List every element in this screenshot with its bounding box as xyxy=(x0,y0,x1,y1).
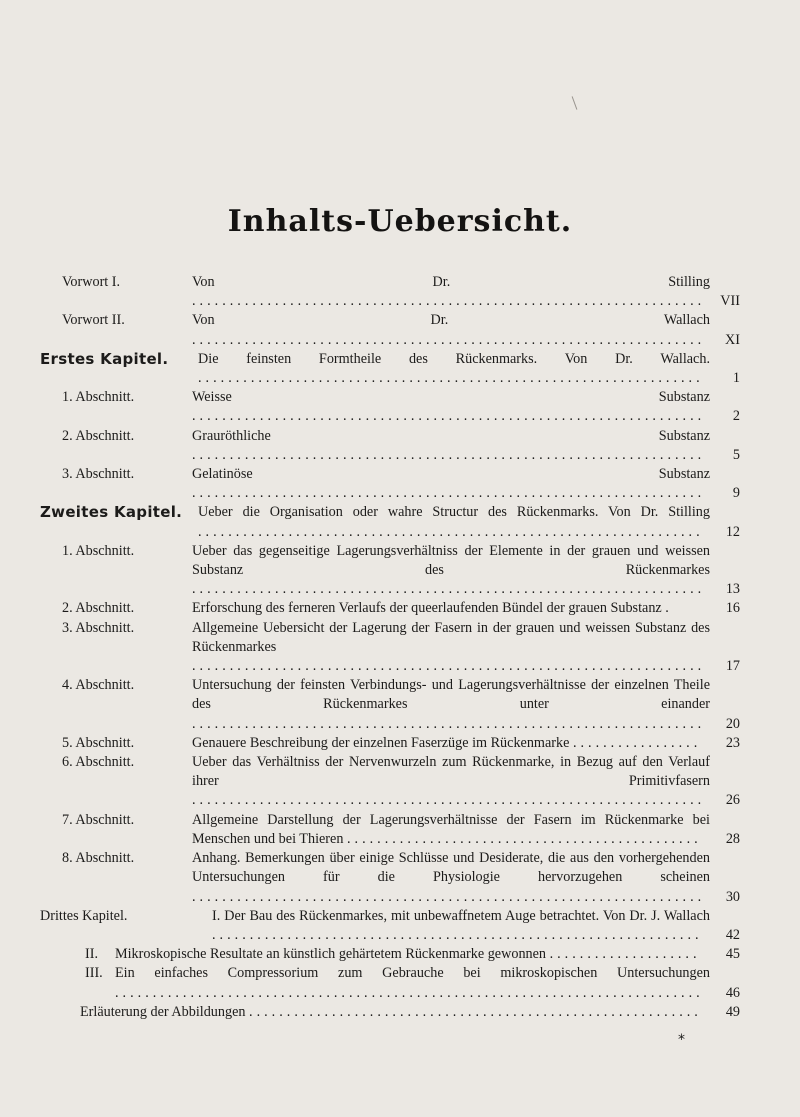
chapter-label: Drittes Kapitel. xyxy=(40,907,128,924)
leader-dots: .................................................................... xyxy=(192,293,706,310)
page-number: 42 xyxy=(725,926,740,943)
page-number: 12 xyxy=(725,523,740,540)
toc-entry xyxy=(40,273,740,311)
entry-title: Untersuchung der feinsten Verbindungs- und Lagerungsverhältnisse der einzelnen Theile des Rückenmarkes unter einander .................................................................... xyxy=(192,677,710,732)
chapter-label: Zweites Kapitel. xyxy=(40,503,183,522)
stray-pen-mark xyxy=(572,96,578,109)
entry-title: Erläuterung der Abbildungen ............................................................ xyxy=(80,1003,702,1020)
entry-title: Allgemeine Uebersicht der Lagerung der Fasern in der grauen und weissen Substanz des Rückenmarkes .................................................................... xyxy=(192,619,710,675)
leader-dots: ................................................................... xyxy=(198,523,704,540)
toc-entry xyxy=(40,907,740,945)
page-number: VII xyxy=(720,293,740,310)
entry-label: III. xyxy=(85,965,103,982)
leader-dots: .................................................................... xyxy=(192,485,706,502)
leader-dots: .................................................................... xyxy=(192,581,706,598)
entry-title: Erforschung des ferneren Verlaufs der queerlaufenden Bündel der grauen Substanz . xyxy=(192,600,669,617)
chapter-label: Erstes Kapitel. xyxy=(40,349,169,368)
toc-entry xyxy=(40,311,740,349)
entry-label: 3. Abschnitt. xyxy=(62,619,135,636)
toc-entry xyxy=(40,964,740,1002)
toc-entry xyxy=(40,503,740,541)
toc-entry xyxy=(40,753,740,811)
signature-mark: * xyxy=(678,1032,685,1048)
entry-title: Von Dr. Wallach .................................................................... xyxy=(192,312,710,348)
entry-title: Die feinsten Formtheile des Rückenmarks. Von Dr. Wallach. ................................................................... xyxy=(198,350,710,387)
entry-label: 6. Abschnitt. xyxy=(62,754,135,771)
toc-entry xyxy=(40,599,740,618)
page-number: 23 xyxy=(725,734,740,751)
entry-label: Vorwort I. xyxy=(62,274,121,290)
toc-entry xyxy=(40,1003,740,1022)
entry-label: 2. Abschnitt. xyxy=(62,427,135,444)
leader-dots: .............................................................................. xyxy=(115,984,704,1001)
entry-label: Vorwort II. xyxy=(62,312,125,329)
entry-title: Weisse Substanz .................................................................... xyxy=(192,389,710,425)
page-number: 28 xyxy=(725,830,740,847)
toc-entry xyxy=(40,734,740,753)
page-number: 45 xyxy=(725,946,740,963)
page-number: 13 xyxy=(725,581,740,598)
entry-label: 3. Abschnitt. xyxy=(62,466,135,483)
leader-dots: ............................................................ xyxy=(249,1003,702,1020)
page-number: 1 xyxy=(732,370,740,387)
leader-dots: ............................................... xyxy=(346,830,702,847)
entry-title: Gelatinöse Substanz .................................................................... xyxy=(192,466,710,502)
entry-title: Anhang. Bemerkungen über einige Schlüsse und Desiderate, die aus den vorhergehenden Untersuchungen für die Physiologie hervorzugehen scheinen .................................................................... xyxy=(192,850,710,905)
toc-entry xyxy=(40,388,740,426)
entry-title: Ueber das gegenseitige Lagerungsverhältniss der Elemente in der grauen und weissen Substanz des Rückenmarkes .................................................................... xyxy=(192,542,710,598)
entry-title: Von Dr. Stilling .................................................................... xyxy=(192,274,710,310)
leader-dots: .................................................................... xyxy=(192,446,706,463)
leader-dots: .................................................................... xyxy=(192,408,706,425)
entry-title: I. Der Bau des Rückenmarkes, mit unbewaffnetem Auge betrachtet. Von Dr. J. Wallach ................................................................. xyxy=(212,907,710,943)
table-of-contents xyxy=(40,273,740,1022)
entry-label: 7. Abschnitt. xyxy=(62,811,135,828)
toc-entry xyxy=(40,465,740,503)
page-number: 2 xyxy=(732,408,740,425)
entry-title: Allgemeine Darstellung der Lagerungsverhältnisse der Fasern im Rückenmarke bei Menschen und bei Thieren ............................................... xyxy=(192,811,710,847)
leader-dots: .................................................................... xyxy=(192,888,706,905)
page-number: XI xyxy=(725,331,740,348)
leader-dots: .................................................................... xyxy=(192,658,706,675)
page-number: 5 xyxy=(732,446,740,463)
entry-label: 1. Abschnitt. xyxy=(62,542,135,559)
leader-dots: .................... xyxy=(549,946,701,963)
entry-title: Genauere Beschreibung der einzelnen Faserzüge im Rückenmarke ................. xyxy=(192,734,702,751)
toc-entry xyxy=(40,811,740,849)
page-number: 20 xyxy=(725,715,740,732)
leader-dots: .................................................................... xyxy=(192,792,706,809)
leader-dots: ................................................................. xyxy=(212,926,703,943)
entry-title: Ueber die Organisation oder wahre Structur des Rückenmarks. Von Dr. Stilling ................................................................... xyxy=(198,504,710,540)
entry-title: Ein einfaches Compressorium zum Gebrauche bei mikroskopischen Untersuchungen .............................................................................. xyxy=(115,965,710,1001)
toc-entry xyxy=(40,945,740,964)
leader-dots: ................................................................... xyxy=(198,370,704,387)
page-number: 30 xyxy=(725,888,740,905)
entry-title: Mikroskopische Resultate an künstlich gehärtetem Rückenmarke gewonnen .................... xyxy=(115,946,701,963)
page-title: Inhalts-Uebersicht. xyxy=(227,204,573,239)
entry-label: II. xyxy=(85,946,98,963)
toc-entry xyxy=(40,849,740,907)
entry-label: 2. Abschnitt. xyxy=(62,600,135,617)
page-number: 9 xyxy=(732,485,740,502)
entry-label: 5. Abschnitt. xyxy=(62,734,135,751)
page-number: 46 xyxy=(725,984,740,1001)
toc-entry xyxy=(40,427,740,465)
entry-label: 4. Abschnitt. xyxy=(62,677,135,694)
leader-dots: .................................................................... xyxy=(192,715,706,732)
toc-entry xyxy=(40,676,740,734)
page-number: 49 xyxy=(725,1003,740,1020)
leader-dots: .................................................................... xyxy=(192,331,706,348)
entry-label: 1. Abschnitt. xyxy=(62,389,135,406)
leader-dots: ................. xyxy=(572,734,702,751)
toc-entry xyxy=(40,542,740,600)
page-number: 17 xyxy=(725,658,740,675)
page-number: 16 xyxy=(725,600,740,617)
toc-entry xyxy=(40,619,740,677)
entry-title: Grauröthliche Substanz .................................................................... xyxy=(192,427,710,463)
toc-entry xyxy=(40,350,740,388)
page-number: 26 xyxy=(725,792,740,809)
entry-label: 8. Abschnitt. xyxy=(62,850,135,867)
entry-title: Ueber das Verhältniss der Nervenwurzeln zum Rückenmarke, in Bezug auf den Verlauf ihrer Primitivfasern .................................................................... xyxy=(192,754,710,809)
